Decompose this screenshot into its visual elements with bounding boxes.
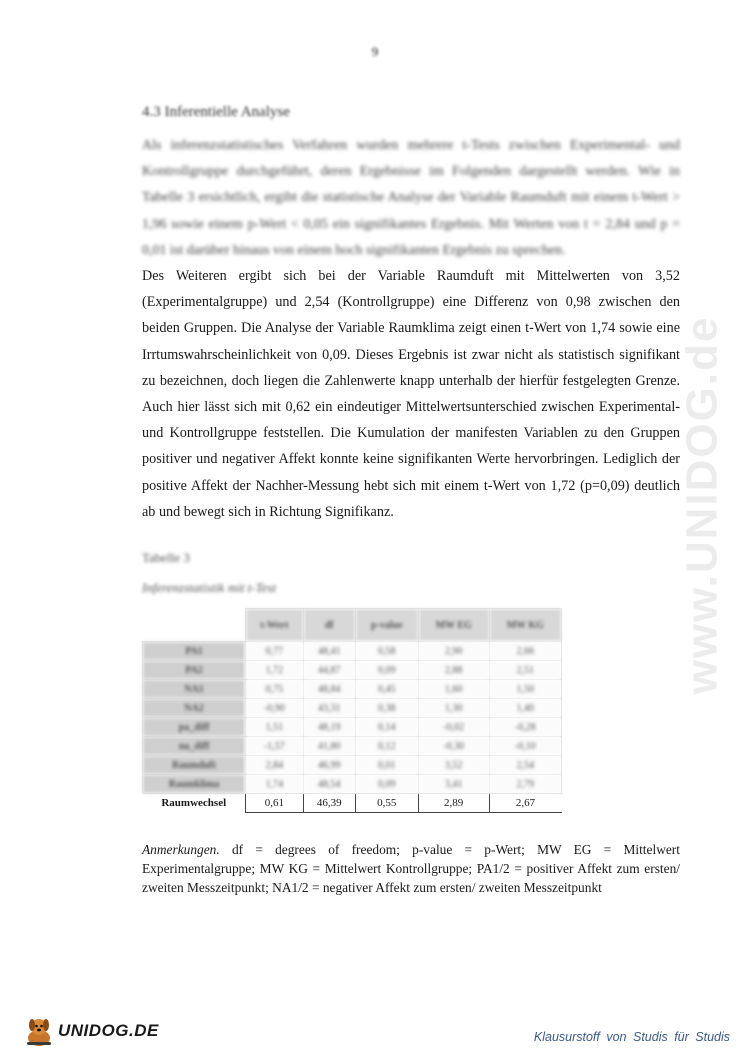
table-row — [143, 756, 562, 775]
table-row — [143, 794, 562, 813]
table-cell: 1,72 — [246, 661, 304, 680]
notes-lead: Anmerkungen. — [142, 842, 220, 857]
table-corner — [143, 609, 246, 642]
table-cell: 0,55 — [355, 794, 418, 813]
table-cell: 1,51 — [246, 718, 304, 737]
row-label: Raumklima — [143, 775, 246, 794]
notes-text: df = degrees of freedom; p-value = p-Wert; MW EG = Mittelwert Experimentalgruppe; MW KG = Mittelwert Kontrollgruppe; PA1/2 = positiver Affekt zum ersten/ zweiten Messzeitpunkt; NA1/2 = negativer Affekt zum ersten/ zweiten Messzeitpunkt — [142, 842, 680, 896]
table-row — [143, 661, 562, 680]
table-cell: 1,30 — [418, 699, 489, 718]
table-cell: 1,60 — [418, 680, 489, 699]
row-label: pa_diff — [143, 718, 246, 737]
table-cell: 1,40 — [489, 699, 562, 718]
watermark — [672, 270, 732, 740]
table-notes — [142, 840, 680, 898]
table-cell: 0,75 — [246, 680, 304, 699]
table-cell: 2,90 — [418, 642, 489, 661]
table-cell: 0,09 — [355, 661, 418, 680]
table-row — [143, 642, 562, 661]
logo-text: UNIDOG.DE — [58, 1021, 159, 1040]
table-cell: 1,74 — [246, 775, 304, 794]
table-cell: 0,45 — [355, 680, 418, 699]
table-cell: 48,41 — [303, 642, 355, 661]
table-cell: 44,87 — [303, 661, 355, 680]
row-label: NA1 — [143, 680, 246, 699]
column-header: p-value — [355, 609, 418, 642]
table-cell: 0,58 — [355, 642, 418, 661]
dog-mascot-icon — [22, 1014, 56, 1048]
row-label: PA1 — [143, 642, 246, 661]
page-number: 9 — [371, 44, 379, 59]
footer-tagline: Klausurstoff von Studis für Studis — [533, 1030, 730, 1044]
table-body — [143, 642, 562, 813]
table-cell: 2,79 — [489, 775, 562, 794]
column-header: df — [303, 609, 355, 642]
table-header-row — [143, 609, 562, 642]
column-header: MW EG — [418, 609, 489, 642]
table-row — [143, 775, 562, 794]
table-cell: 3,41 — [418, 775, 489, 794]
watermark-text: www.UNIDOG.de — [677, 315, 726, 695]
table-cell: 41,80 — [303, 737, 355, 756]
table-cell: 0,61 — [246, 794, 304, 813]
table-cell: 2,88 — [418, 661, 489, 680]
table-cell: 0,09 — [355, 775, 418, 794]
footer-logo[interactable] — [22, 1012, 159, 1050]
table-cell: 48,84 — [303, 680, 355, 699]
row-label: NA2 — [143, 699, 246, 718]
row-label: Raumwechsel — [143, 794, 246, 813]
row-label: Raumduft — [143, 756, 246, 775]
table-cell: 0,38 — [355, 699, 418, 718]
table-cell: 46,99 — [303, 756, 355, 775]
body-paragraph: Des Weiteren ergibt sich bei der Variable Raumduft mit Mittelwerten von 3,52 (Experimentalgruppe) und 2,54 (Kontrollgruppe) eine Differenz von 0,98 zwischen den beiden Gruppen. Die Analyse der Variable Raumklima zeigt einen t-Wert von 1,74 sowie eine Irrtumswahrscheinlichkeit von 0,09. Dieses Ergebnis ist zwar nicht als statistisch signifikant zu bezeichnen, doch liegen die Zahlenwerte knapp unterhalb der hierfür festgelegten Grenze. Auch hier lässt sich mit 0,62 ein eindeutiger Mittelwertsunterschied zwischen Experimental- und Kontrollgruppe feststellen. Die Kumulation der manifesten Variablen zu den Gruppen positiver und negativer Affekt konnte keine signifikanten Werte hervorbringen. Lediglich der positive Affekt der Nachher-Messung hebt sich mit einem t-Wert von 1,72 (p=0,09) deutlich ab und bewegt sich in Richtung Signifikanz. — [142, 268, 680, 520]
table-row — [143, 718, 562, 737]
table-cell: -0,28 — [489, 718, 562, 737]
section-heading: 4.3 Inferentielle Analyse — [142, 104, 290, 120]
table-cell: 48,19 — [303, 718, 355, 737]
table-cell: 2,67 — [489, 794, 562, 813]
table-cell: 0,14 — [355, 718, 418, 737]
table-cell: 43,31 — [303, 699, 355, 718]
table-cell: 3,52 — [418, 756, 489, 775]
column-header: MW KG — [489, 609, 562, 642]
table-cell: 2,84 — [246, 756, 304, 775]
row-label: PA2 — [143, 661, 246, 680]
column-header: t-Wert — [246, 609, 304, 642]
table-cell: -1,57 — [246, 737, 304, 756]
table-cell: 46,39 — [303, 794, 355, 813]
table-cell: -0,02 — [418, 718, 489, 737]
table-row — [143, 737, 562, 756]
table-row — [143, 680, 562, 699]
table-cell: 0,12 — [355, 737, 418, 756]
table-cell: 1,50 — [489, 680, 562, 699]
table-cell: 48,54 — [303, 775, 355, 794]
statistics-table — [142, 608, 562, 813]
table-cell: 0,01 — [355, 756, 418, 775]
table-row — [143, 699, 562, 718]
table-cell: -0,30 — [418, 737, 489, 756]
blurred-paragraph: Als inferenzstatistisches Verfahren wurden mehrere t-Tests zwischen Experimental- und Kontrollgruppe durchgeführt, deren Ergebnisse im Folgenden dargestellt werden. Wie in Tabelle 3 ersichtlich, ergibt die statistische Analyse der Variable Raumduft mit einem t-Wert > 1,96 sowie einem p-Wert < 0,05 ein signifikantes Ergebnis. Mit Werten von t = 2,84 und p = 0,01 ist darüber hinaus von einem hoch signifikanten Ergebnis zu sprechen. — [142, 138, 680, 258]
row-label: na_diff — [143, 737, 246, 756]
table-cell: 2,54 — [489, 756, 562, 775]
table-cell: -0,10 — [489, 737, 562, 756]
table-cell: 2,89 — [418, 794, 489, 813]
table-cell: 0,77 — [246, 642, 304, 661]
table-cell: 2,66 — [489, 642, 562, 661]
table-wrap — [142, 608, 572, 813]
table-caption: Inferenzstatistik mit t-Test — [142, 580, 277, 595]
table-cell: -0,90 — [246, 699, 304, 718]
table-label: Tabelle 3 — [142, 550, 190, 565]
table-cell: 2,51 — [489, 661, 562, 680]
